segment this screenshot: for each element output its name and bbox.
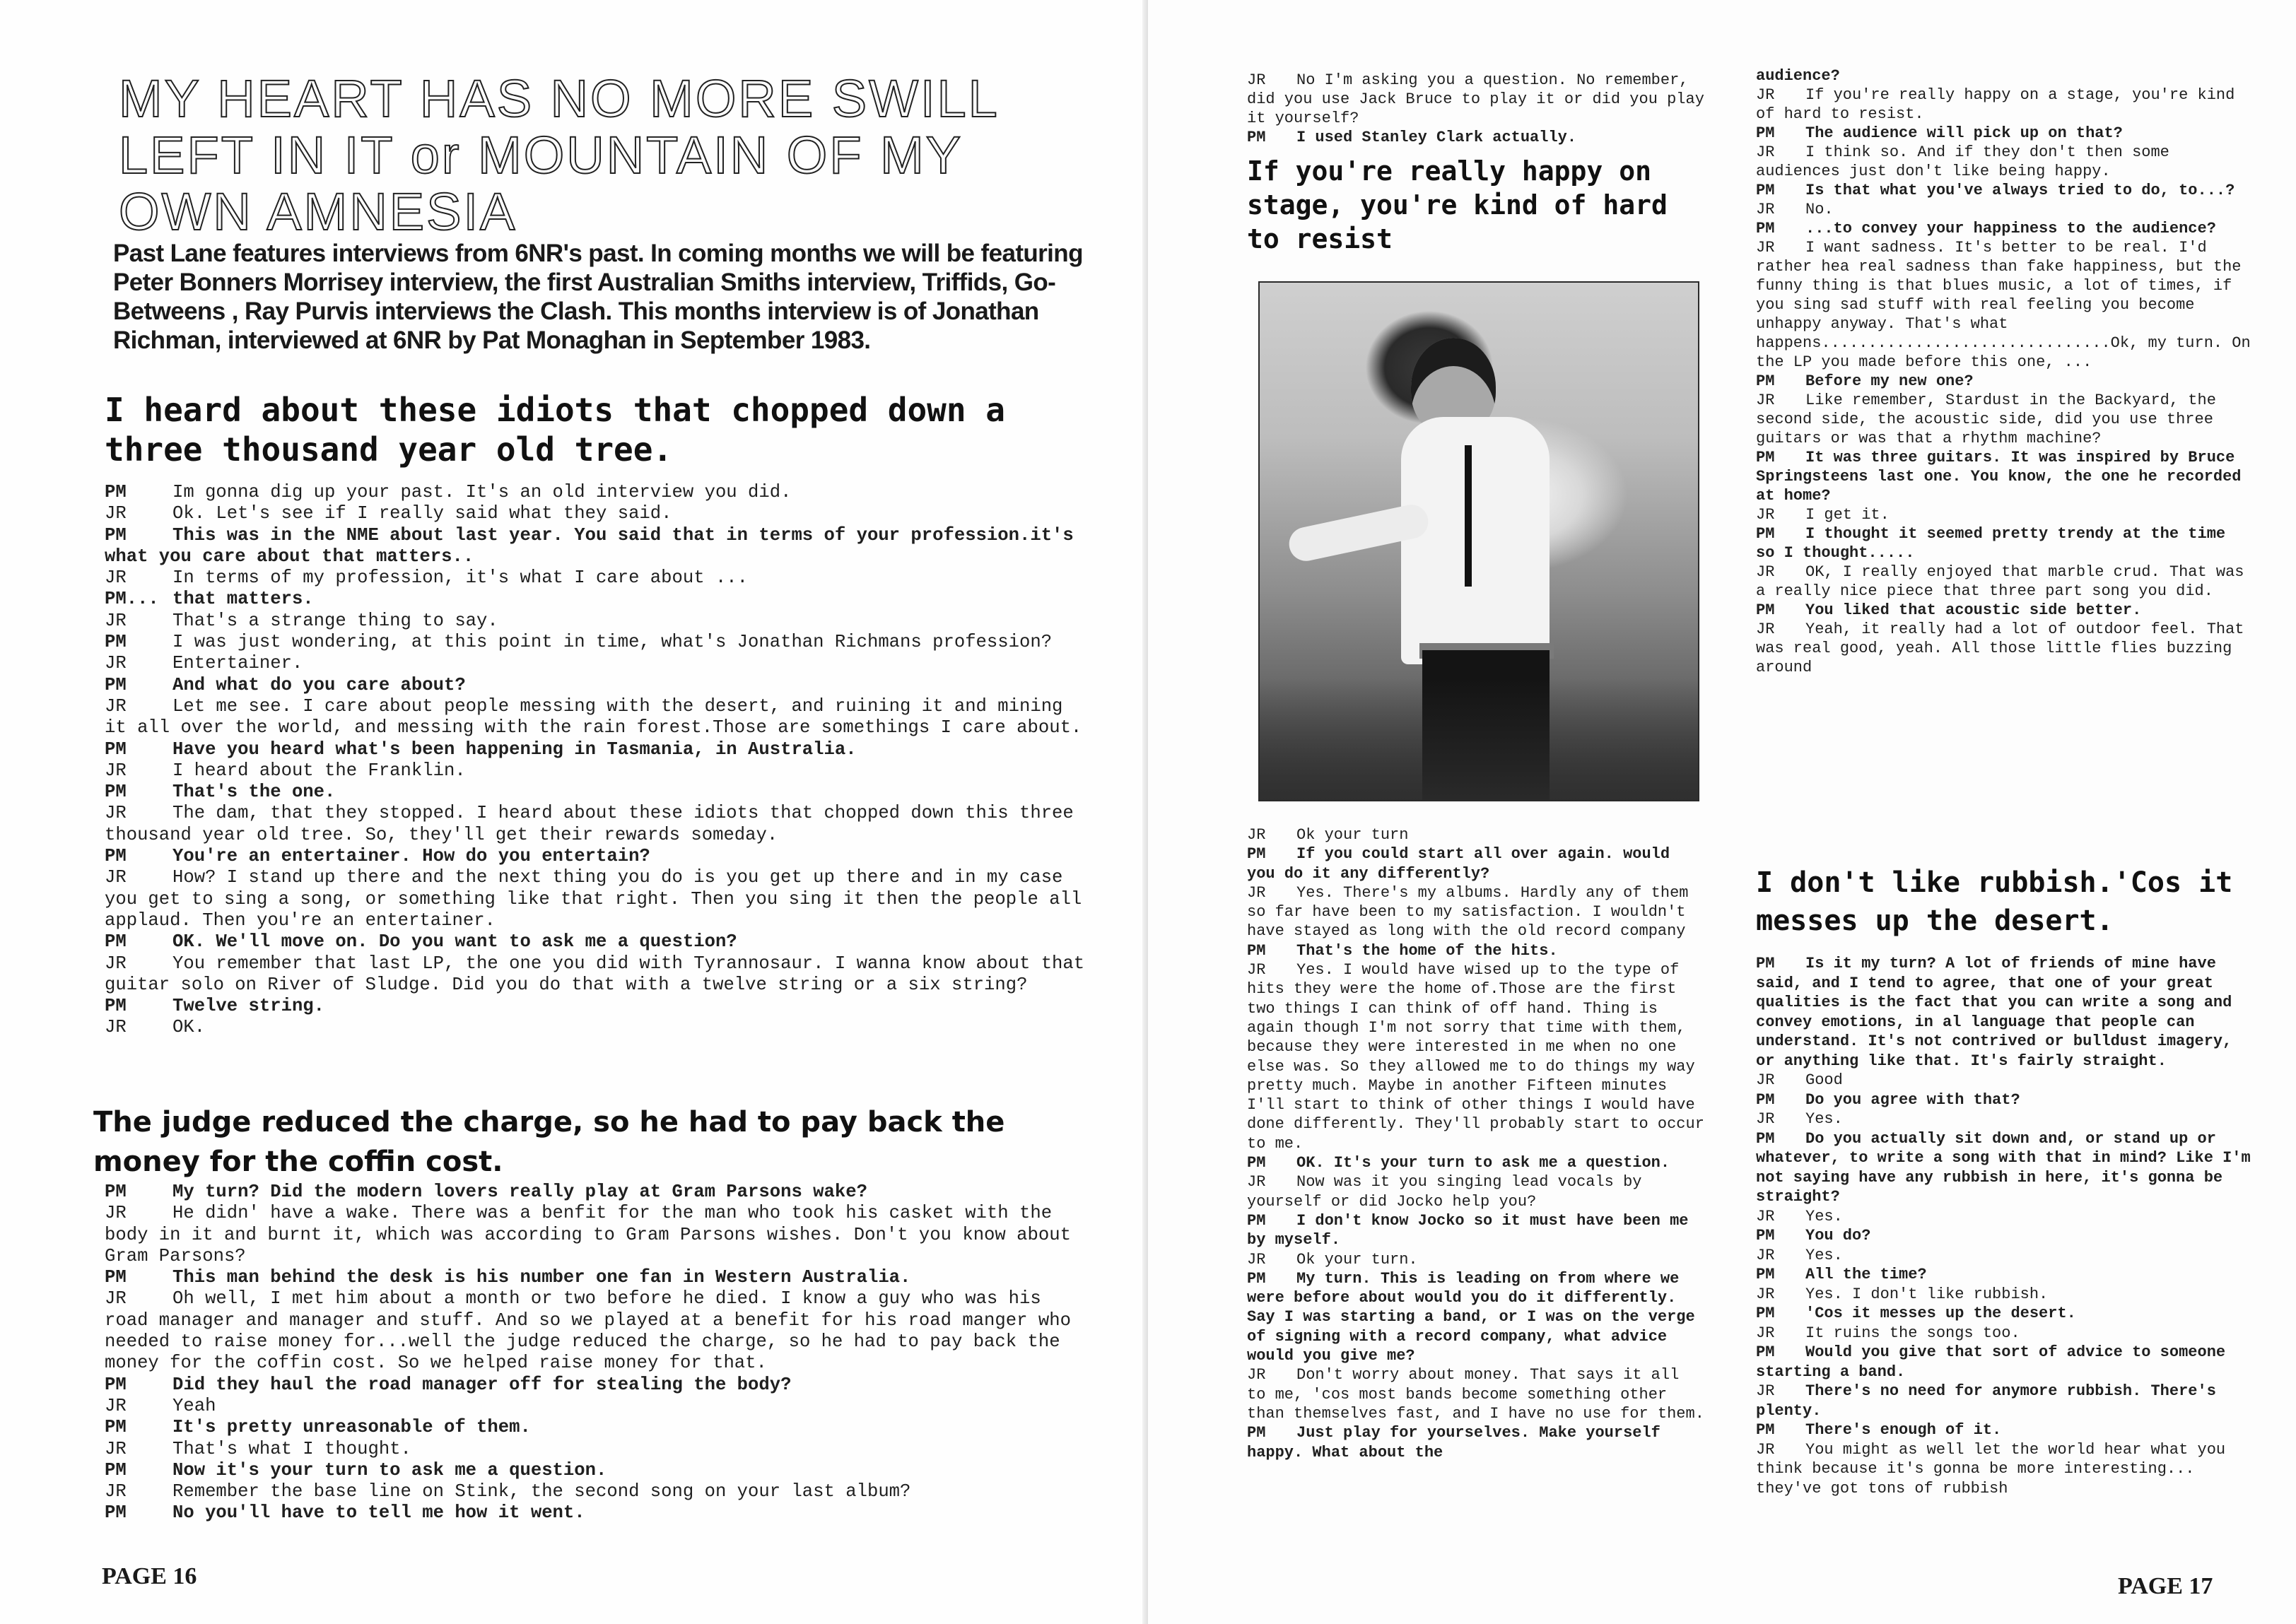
dialogue-line: [1247, 941, 1706, 960]
dialogue-text: Don't worry about money. That says it all to me, 'cos most bands become something other than themselves fast, and I have no use for them.: [1247, 1366, 1704, 1423]
dialogue-text: How? I stand up there and the next thing you do is you get up there and in my case you get to sing a song, or something like that right. Then you sing it then the people all applaud. Then you're an entertainer.: [105, 867, 1093, 931]
speaker-label: JR: [1247, 1366, 1266, 1384]
interview-column-1: [105, 482, 1096, 1039]
dialogue-text: There's enough of it.: [1805, 1421, 2002, 1439]
dialogue-text: I used Stanley Clark actually.: [1296, 129, 1577, 146]
dialogue-line: [105, 931, 1089, 953]
dialogue-line: [1756, 86, 2251, 124]
dialogue-text: 'Cos it messes up the desert.: [1805, 1305, 2076, 1322]
dialogue-line: [105, 632, 1089, 653]
dialogue-line: [105, 1502, 1089, 1524]
speaker-label: PM: [1756, 1343, 1775, 1361]
dialogue-text: Do you agree with that?: [1805, 1090, 2020, 1109]
speaker-label: PM: [1756, 1266, 1775, 1283]
pullquote-happy: If you're really happy on stage, you're kind of hard to resist: [1247, 155, 1668, 254]
dialogue-line: [105, 589, 1089, 610]
speaker-label: PM: [105, 996, 127, 1017]
dialogue-line: [1247, 845, 1706, 883]
speaker-label: JR: [105, 1288, 127, 1310]
dialogue-text: Now it's your turn to ask me a question.: [172, 1459, 607, 1481]
dialogue-text: Good: [1805, 1071, 1843, 1089]
dialogue-text: It ruins the songs too.: [1805, 1324, 2020, 1342]
speaker-label: PM: [1247, 845, 1266, 864]
dialogue-line: [1756, 1440, 2251, 1499]
dialogue-text: Just play for yourselves. Make yourself happy. What about the: [1247, 1424, 1670, 1461]
article-headline: [119, 71, 1066, 240]
interview-column-3-top: [1247, 71, 1714, 147]
speaker-label: JR: [1756, 620, 1775, 638]
interview-column-3: [1247, 825, 1714, 1462]
speaker-label: PM: [1247, 941, 1266, 960]
dialogue-line: [1756, 1071, 2251, 1090]
speaker-label: JR: [1756, 1071, 1775, 1089]
dialogue-text: Remember the base line on Stink, the second song on your last album?: [172, 1481, 911, 1502]
dialogue-line: [1247, 1250, 1706, 1269]
dialogue-line: [1756, 181, 2251, 200]
dialogue-line: [1756, 238, 2260, 372]
photo-shadow: [1260, 678, 1698, 801]
speaker-label: PM: [1756, 449, 1775, 466]
dialogue-text: ...to convey your happiness to the audience?: [1805, 220, 2216, 237]
dialogue-line: [1247, 1153, 1706, 1172]
speaker-label: JR: [1756, 1246, 1775, 1264]
dialogue-text: There's no need for anymore rubbish. There's plenty.: [1756, 1382, 2226, 1420]
speaker-label: PM: [105, 1417, 127, 1438]
speaker-label: JR: [105, 1438, 127, 1459]
dialogue-line: [1756, 1207, 2251, 1227]
pullquote-judge: The judge reduced the charge, so he had to pay back the money for the coffin cost.: [93, 1106, 1005, 1178]
dialogue-line: [105, 1439, 1089, 1460]
speaker-label: PM: [105, 1182, 127, 1202]
speaker-label: PM: [1247, 1154, 1266, 1172]
dialogue-text: Entertainer.: [172, 653, 303, 674]
dialogue-text: If you're really happy on a stage, you're kind of hard to resist.: [1756, 86, 2244, 123]
dialogue-text: Yes. There's my albums. Hardly any of them so far have been to my satisfaction. I wouldn't have stayed as long with the old record company: [1247, 883, 1698, 941]
dialogue-line: [105, 782, 1089, 803]
dialogue-line: [105, 1017, 1089, 1038]
dialogue-text: Twelve string.: [172, 996, 325, 1017]
dialogue-line: [105, 867, 1093, 931]
dialogue-text: OK. It's your turn to ask me a question.: [1296, 1154, 1670, 1172]
dialogue-line: [1756, 1420, 2251, 1440]
page-number-left: PAGE 16: [102, 1563, 197, 1589]
dialogue-text: No you'll have to tell me how it went.: [172, 1502, 585, 1524]
dialogue-line: [1756, 372, 2251, 391]
headline-part2: MOUNTAIN OF MY OWN AMNESIA: [119, 126, 962, 241]
speaker-label: JR: [105, 1203, 127, 1224]
speaker-label: JR: [1756, 1110, 1775, 1128]
dialogue-text: That's what I thought.: [172, 1438, 411, 1459]
dialogue-line: [1247, 883, 1706, 941]
speaker-label: JR: [105, 1481, 127, 1502]
dialogue-text: It's pretty unreasonable of them.: [172, 1417, 531, 1438]
dialogue-text: that matters.: [172, 589, 314, 610]
performer-photo: [1258, 281, 1699, 801]
dialogue-text: Did they haul the road manager off for stealing the body?: [172, 1374, 792, 1395]
dialogue-line: [1756, 200, 2251, 219]
photo-shirt: [1401, 417, 1550, 664]
dialogue-line: [1756, 620, 2254, 677]
dialogue-line: [1756, 1265, 2251, 1285]
dialogue-line: [1247, 128, 1706, 147]
dialogue-line: [105, 1460, 1089, 1481]
dialogue-text: That's the one.: [172, 782, 336, 803]
dialogue-text: This man behind the desk is his number one fan in Western Australia.: [172, 1267, 911, 1288]
dialogue-line: [1247, 1365, 1706, 1423]
dialogue-line: [1756, 1285, 2251, 1305]
dialogue-text: You're an entertainer. How do you entertain?: [172, 846, 650, 867]
dialogue-text: Im gonna dig up your past. It's an old interview you did.: [172, 482, 792, 502]
speaker-label: PM: [105, 846, 127, 867]
dialogue-text: Now was it you singing lead vocals by yourself or did Jocko help you?: [1247, 1173, 1651, 1211]
speaker-label: PM: [1756, 1090, 1775, 1109]
dialogue-line: [1756, 1324, 2251, 1343]
speaker-label: PM: [105, 1374, 127, 1395]
dialogue-text: You liked that acoustic side better.: [1805, 601, 2142, 619]
speaker-label: PM: [105, 782, 127, 803]
dialogue-text: Yes.: [1805, 1110, 1843, 1128]
speaker-label: PM: [1247, 1424, 1266, 1442]
speaker-label: PM: [1756, 1421, 1775, 1439]
speaker-label: JR: [1247, 1250, 1266, 1269]
dialogue-line: [105, 1203, 1089, 1267]
dialogue-text: Let me see. I care about people messing with the desert, and ruining it and mining it all over the world, and messing with the rain forest.Those are somethings I care about.: [105, 695, 1082, 739]
speaker-label: JR: [1756, 201, 1775, 218]
speaker-label: JR: [105, 867, 127, 888]
speaker-label: PM: [105, 1502, 127, 1524]
speaker-label: PM: [1247, 1269, 1266, 1288]
dialogue-line: [1247, 1423, 1706, 1462]
dialogue-text: The audience will pick up on that?: [1805, 124, 2123, 142]
speaker-label: JR: [105, 653, 127, 674]
dialogue-text: I thought it seemed pretty trendy at the time so I thought.....: [1756, 525, 2235, 562]
dialogue-text: I don't know Jocko so it must have been me by myself.: [1247, 1211, 1698, 1249]
dialogue-line: [1756, 1343, 2251, 1382]
dialogue-text: Is it my turn? A lot of friends of mine have said, and I tend to agree, that one of your great qualities is the fact that you can write a song and convey emotions, in al language that people can understand. It's not contrived or bulldust imagery, or anything like that. It's fairly straight.: [1756, 955, 2242, 1070]
dialogue-text: Ok. Let's see if I really said what they said.: [172, 503, 672, 524]
dialogue-text: Do you actually sit down and, or stand up or whatever, to write a song with that in mind? Like I'm not saying have any rubbish in here, it's gonna be straight?: [1756, 1129, 2260, 1206]
dialogue-text: My turn. This is leading on from where we were before about would you do it differently. Say I was starting a band, or I was on the verge of signing with a record company, what advice would you give me?: [1247, 1269, 1704, 1365]
dialogue-line: [105, 1396, 1089, 1417]
dialogue-text: You remember that last LP, the one you did with Tyrannosaur. I wanna know about that guitar solo on River of Sludge. Did you do that with a twelve string or a six string?: [105, 953, 1096, 995]
dialogue-line: [1756, 391, 2251, 448]
dialogue-line: [1756, 601, 2251, 620]
dialogue-line: [1756, 1382, 2251, 1420]
dialogue-line: [105, 611, 1089, 632]
dialogue-text: All the time?: [1805, 1266, 1927, 1283]
speaker-label: JR: [1756, 1324, 1775, 1342]
speaker-label: PM: [105, 931, 127, 953]
dialogue-line: [105, 1417, 1089, 1438]
dialogue-text: Yeah, it really had a lot of outdoor feel. That was real good, yeah. All those little flies buzzing around: [1756, 620, 2254, 676]
dialogue-line: [1247, 825, 1706, 845]
dialogue-text: Like remember, Stardust in the Backyard, the second side, the acoustic side, did you use three guitars or was that a rhythm machine?: [1756, 392, 2226, 447]
speaker-label: JR: [1756, 1440, 1775, 1459]
speaker-label: JR: [1756, 392, 1775, 409]
speaker-label: JR: [1756, 506, 1775, 524]
dialogue-text: Would you give that sort of advice to someone starting a band.: [1756, 1343, 2235, 1381]
dialogue-text: If you could start all over again. would you do it any differently?: [1247, 845, 1680, 883]
pullquote-tree: I heard about these idiots that chopped down a three thousand year old tree.: [105, 391, 1005, 469]
speaker-label: PM: [1756, 525, 1775, 543]
speaker-label: JR: [105, 503, 127, 524]
dialogue-line: [105, 696, 1089, 739]
dialogue-line: [105, 996, 1089, 1017]
dialogue-line: [1247, 960, 1714, 1153]
dialogue-line: [1756, 143, 2251, 181]
dialogue-line: [1756, 448, 2251, 505]
speaker-label: PM: [105, 1459, 127, 1481]
dialogue-text: This was in the NME about last year. You said that in terms of your profession.it's what you care about that matters..: [105, 524, 1085, 567]
speaker-label: JR: [105, 1395, 127, 1416]
dialogue-line: [1756, 124, 2251, 143]
dialogue-line: [105, 1288, 1089, 1374]
dialogue-text: Oh well, I met him about a month or two before he died. I know a guy who was his road manager and manager and stuff. And so we played at a benefit for his road manger who needed to raise money for...well the judge reduced the charge, so he had to pay back the money for the coffin cost. So we helped raise money for that.: [105, 1288, 1082, 1374]
dialogue-text: Before my new one?: [1805, 372, 1974, 390]
speaker-label: JR: [105, 953, 127, 974]
dialogue-line: [105, 1481, 1089, 1502]
dialogue-text: You do?: [1805, 1227, 1871, 1245]
dialogue-text: OK.: [172, 1017, 206, 1038]
speaker-label: PM...: [105, 589, 159, 610]
speaker-label: JR: [105, 1017, 127, 1038]
dialogue-text: I think so. And if they don't then some audiences just don't like being happy.: [1756, 143, 2179, 180]
dialogue-text: The dam, that they stopped. I heard about these idiots that chopped down this three thousand year old tree. So, they'll get their rewards someday.: [105, 803, 1085, 845]
dialogue-line: [1756, 66, 2251, 86]
dialogue-text: That's the home of the hits.: [1296, 941, 1558, 960]
speaker-label: JR: [1756, 1285, 1775, 1303]
speaker-label: JR: [1756, 239, 1775, 257]
speaker-label: PM: [1756, 1305, 1775, 1322]
speaker-label: JR: [1756, 143, 1775, 161]
dialogue-line: [1756, 1090, 2251, 1110]
speaker-label: PM: [105, 524, 127, 546]
dialogue-line: [105, 503, 1089, 524]
speaker-label: JR: [1756, 1207, 1775, 1225]
speaker-label: PM: [105, 674, 127, 695]
speaker-label: JR: [105, 610, 127, 631]
speaker-label: PM: [105, 1267, 127, 1288]
dialogue-text: In terms of my profession, it's what I care about ...: [172, 567, 749, 589]
dialogue-line: [1756, 1304, 2251, 1324]
speaker-label: JR: [1247, 883, 1266, 902]
speaker-label: PM: [1756, 124, 1775, 142]
dialogue-line: [105, 653, 1089, 674]
dialogue-text: I want sadness. It's better to be real. I'd rather hea real sadness than fake happiness, but the funny thing is that blues music, a lot of times, if you sing sad stuff with real feeling you become unhappy anyway. That's what happens...............................Ok, my turn. On the LP you made before this one, ...: [1756, 239, 2260, 371]
speaker-label: JR: [105, 760, 127, 781]
dialogue-text: He didn' have a wake. There was a benfit for the man who took his casket with the body in it and burnt it, which was according to Gram Parsons wishes. Don't you know about Gram Parsons?: [105, 1203, 1082, 1266]
dialogue-line: [105, 846, 1089, 867]
dialogue-text: No.: [1805, 201, 1834, 218]
speaker-label: PM: [1756, 1227, 1775, 1245]
dialogue-text: Ok your turn.: [1296, 1250, 1418, 1269]
dialogue-line: [105, 760, 1089, 782]
dialogue-text: And what do you care about?: [172, 674, 466, 695]
dialogue-text: Is that what you've always tried to do, to...?: [1805, 182, 2235, 199]
speaker-label: PM: [1756, 1129, 1775, 1148]
speaker-label: JR: [105, 695, 127, 717]
dialogue-text: I get it.: [1805, 506, 1890, 524]
dialogue-text: Yes.: [1805, 1246, 1843, 1264]
dialogue-text: Ok your turn: [1296, 826, 1409, 844]
dialogue-line: [105, 1182, 1089, 1203]
interview-column-4b: [1756, 954, 2260, 1498]
dialogue-line: [1756, 1110, 2251, 1129]
page-number-right: PAGE 17: [2118, 1573, 2213, 1599]
dialogue-line: [105, 567, 1089, 589]
dialogue-line: [105, 953, 1096, 996]
dialogue-line: [1756, 563, 2254, 601]
interview-column-2: [105, 1182, 1089, 1524]
speaker-label: PM: [1756, 955, 1775, 972]
dialogue-text: Yes. I would have wised up to the type of hits they were the home of.Those are the first two things I can think of off hand. Thing is again though I'm not sorry that time with them, because they were interested in me when no one else was. So they allowed me to do things my way pretty much. Maybe in another Fifteen minutes I'll start to think of other things I would have done differently. They'll probably start to occur to me.: [1247, 961, 1714, 1153]
dialogue-text: No I'm asking you a question. No remember, did you use Jack Bruce to play it or did you play it yourself?: [1247, 71, 1714, 127]
speaker-label: JR: [105, 803, 127, 824]
speaker-label: PM: [1756, 372, 1775, 390]
pullquote-rubbish: I don't like rubbish.'Cos it messes up the desert.: [1756, 866, 2233, 937]
dialogue-line: [105, 803, 1089, 846]
dialogue-line: [1247, 71, 1714, 128]
dialogue-text: OK, I really enjoyed that marble crud. That was a really nice piece that three part song you did.: [1756, 563, 2254, 600]
dialogue-text: OK. We'll move on. Do you want to ask me a question?: [172, 931, 737, 953]
interview-column-4: [1756, 66, 2260, 677]
dialogue-line: [105, 525, 1089, 568]
speaker-label: JR: [1247, 1173, 1266, 1191]
speaker-label: JR: [1247, 826, 1266, 844]
dialogue-line: [105, 1267, 1089, 1288]
intro-paragraph: Past Lane features interviews from 6NR's past. In coming months we will be featuring Peter Bonners Morrisey interview, the first Australian Smiths interview, Triffids, Go-Betweens , Ray Purvis interviews the Clash. This months interview is of Jonathan Richman, interviewed at 6NR by Pat Monaghan in September 1983.: [113, 240, 1083, 354]
speaker-label: JR: [1247, 961, 1266, 979]
headline-part1: MY HEART HAS NO MORE SWILL LEFT IN IT: [119, 69, 998, 184]
dialogue-line: [1247, 1211, 1706, 1250]
speaker-label: PM: [1247, 129, 1266, 146]
dialogue-text: It was three guitars. It was inspired by Bruce Springsteens last one. You know, the one he recorded at home?: [1756, 449, 2251, 505]
dialogue-text: My turn? Did the modern lovers really play at Gram Parsons wake?: [172, 1182, 867, 1202]
dialogue-text: audience?: [1756, 67, 1840, 85]
speaker-label: PM: [1756, 182, 1775, 199]
dialogue-line: [1756, 954, 2251, 1071]
speaker-label: PM: [1756, 601, 1775, 619]
dialogue-text: You might as well let the world hear what you think because it's gonna be more interesting... they've got tons of rubbish: [1756, 1440, 2235, 1498]
dialogue-line: [1756, 1129, 2260, 1207]
speaker-label: PM: [1756, 220, 1775, 237]
dialogue-line: [1247, 1172, 1706, 1211]
speaker-label: JR: [1756, 1382, 1775, 1400]
photo-microphone: [1465, 445, 1472, 587]
dialogue-line: [105, 1375, 1089, 1396]
dialogue-text: Yeah: [172, 1395, 216, 1416]
dialogue-line: [105, 739, 1089, 760]
speaker-label: PM: [105, 482, 127, 502]
speaker-label: JR: [105, 567, 127, 589]
dialogue-line: [1756, 524, 2251, 563]
dialogue-text: I was just wondering, at this point in time, what's Jonathan Richmans profession?: [172, 632, 1053, 653]
speaker-label: JR: [1247, 71, 1266, 89]
dialogue-text: Have you heard what's been happening in Tasmania, in Australia.: [172, 739, 857, 760]
dialogue-text: That's a strange thing to say.: [172, 610, 498, 631]
speaker-label: JR: [1756, 563, 1775, 581]
dialogue-line: [1247, 1269, 1706, 1365]
speaker-label: PM: [105, 632, 127, 653]
dialogue-line: [1756, 1246, 2251, 1266]
speaker-label: JR: [1756, 86, 1775, 104]
dialogue-line: [1756, 219, 2251, 238]
dialogue-line: [1756, 1226, 2251, 1246]
dialogue-text: Yes. I don't like rubbish.: [1805, 1285, 2049, 1303]
dialogue-line: [1756, 505, 2251, 524]
dialogue-text: I heard about the Franklin.: [172, 760, 466, 781]
dialogue-line: [105, 482, 1089, 503]
headline-or: or: [410, 126, 462, 184]
speaker-label: PM: [1247, 1211, 1266, 1230]
speaker-label: PM: [105, 739, 127, 760]
dialogue-text: Yes.: [1805, 1207, 1843, 1225]
dialogue-line: [105, 675, 1089, 696]
